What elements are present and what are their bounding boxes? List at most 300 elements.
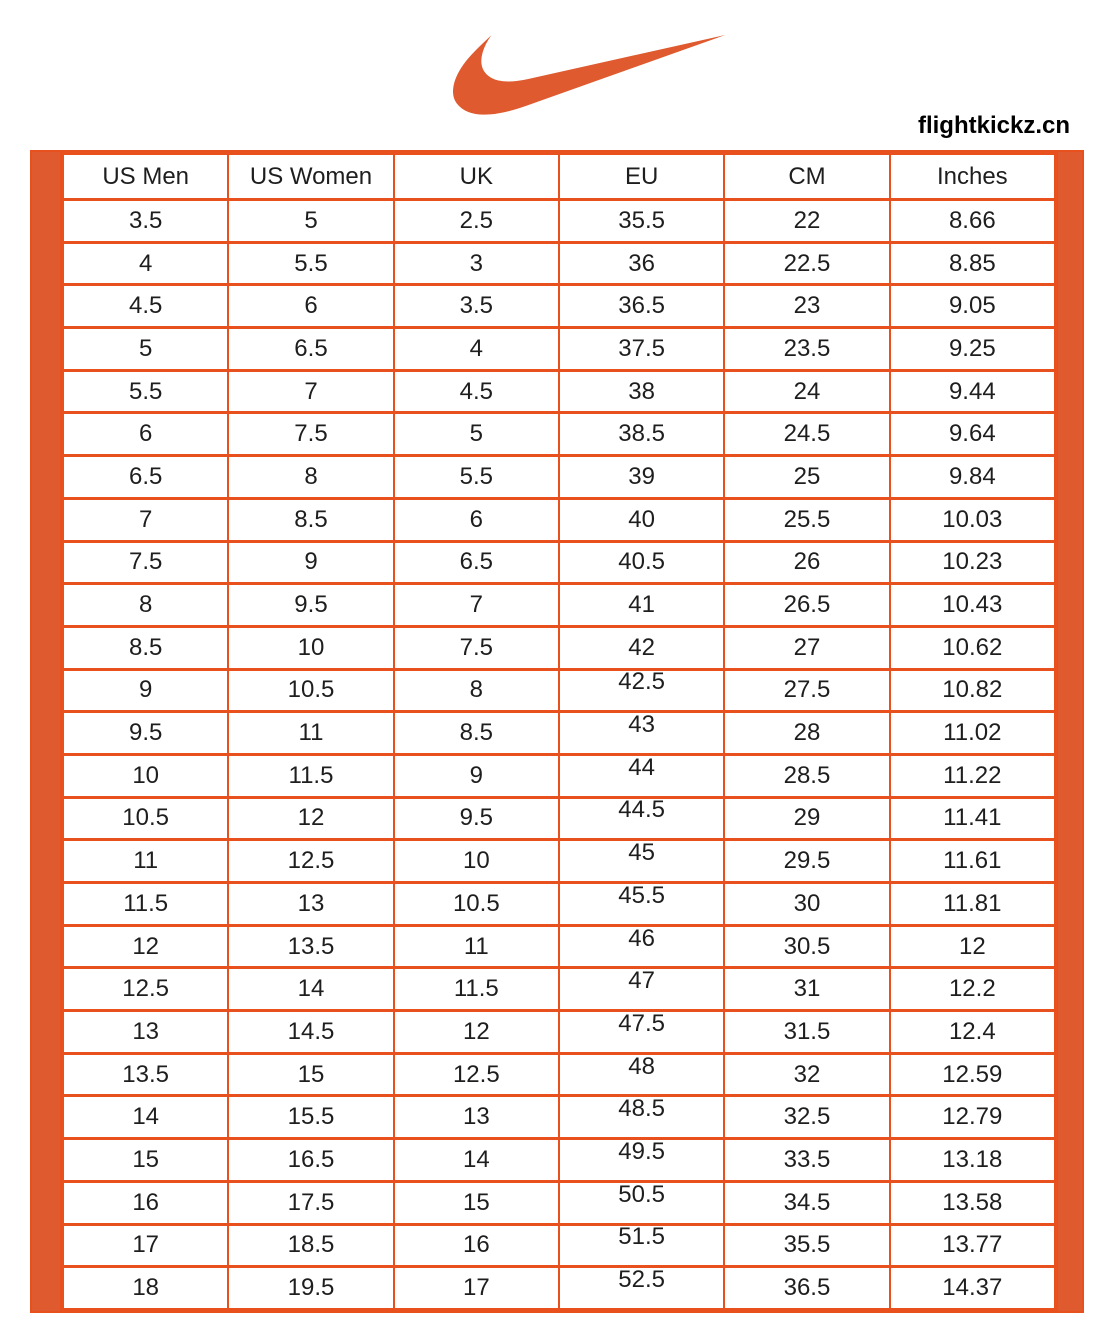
table-row <box>63 754 1055 797</box>
table-cell <box>724 1053 889 1096</box>
header-row <box>63 154 1055 200</box>
table-cell <box>63 669 228 712</box>
cell-value: 6 <box>138 420 153 448</box>
table-cell <box>63 1181 228 1224</box>
cell-value: 7.5 <box>459 633 493 661</box>
table-cell <box>724 1181 889 1224</box>
cell-value: 8.5 <box>294 505 328 533</box>
cell-value: 12.79 <box>942 1103 1003 1131</box>
table-cell <box>394 456 559 499</box>
cell-value: 15 <box>297 1060 325 1088</box>
cell-value: 29.5 <box>783 847 831 875</box>
cell-value: 18 <box>132 1274 160 1302</box>
table-cell <box>63 968 228 1011</box>
table-cell <box>63 1011 228 1054</box>
right-accent-bar <box>1056 152 1082 1311</box>
table-cell <box>724 797 889 840</box>
cell-value: 32.5 <box>783 1103 831 1131</box>
cell-value: 30 <box>793 889 821 917</box>
cell-value: 11 <box>298 719 324 747</box>
table-cell <box>890 925 1055 968</box>
column-header-us-men: US Men <box>63 154 228 200</box>
table-cell <box>63 840 228 883</box>
table-row <box>63 626 1055 669</box>
cell-value: 36.5 <box>783 1274 831 1302</box>
cell-value: 8.5 <box>128 633 163 661</box>
table-cell <box>63 626 228 669</box>
cell-value: 4.5 <box>459 377 493 405</box>
cell-value: 13.5 <box>287 932 335 960</box>
cell-value: 10.5 <box>452 889 500 917</box>
table-row <box>63 200 1055 243</box>
table-row <box>63 968 1055 1011</box>
cell-value: 4.5 <box>128 292 163 320</box>
cell-value: 7.5 <box>294 420 328 448</box>
table-cell <box>63 584 228 627</box>
cell-value: 36.5 <box>618 292 665 320</box>
table-cell <box>394 541 559 584</box>
table-cell <box>394 200 559 243</box>
table-cell <box>63 1139 228 1182</box>
table-cell <box>228 456 393 499</box>
table-cell <box>890 541 1055 584</box>
cell-value: 9.5 <box>459 804 493 832</box>
table-cell <box>559 925 724 968</box>
table-cell <box>228 413 393 456</box>
table-row <box>63 1267 1055 1310</box>
table-cell <box>559 1139 724 1182</box>
cell-value: 19.5 <box>287 1274 335 1302</box>
cell-value: 14.5 <box>287 1017 335 1045</box>
table-cell <box>724 285 889 328</box>
table-cell <box>63 712 228 755</box>
cell-value: 26 <box>793 548 821 576</box>
table-row <box>63 1096 1055 1139</box>
table-cell <box>63 200 228 243</box>
table-cell <box>724 712 889 755</box>
table-cell <box>228 626 393 669</box>
table-cell <box>228 285 393 328</box>
table-row <box>63 328 1055 371</box>
cell-value: 14.37 <box>942 1274 1003 1302</box>
table-cell <box>394 1267 559 1310</box>
cell-value: 5.5 <box>128 377 163 405</box>
cell-value: 4 <box>138 249 153 277</box>
table-cell <box>228 328 393 371</box>
table-cell <box>394 968 559 1011</box>
cell-value: 47.5 <box>618 1009 665 1037</box>
cell-value: 52.5 <box>618 1266 665 1294</box>
table-cell <box>559 669 724 712</box>
cell-value: 24.5 <box>783 420 831 448</box>
cell-value: 38.5 <box>618 420 665 448</box>
cell-value: 7 <box>138 505 153 533</box>
table-cell <box>890 370 1055 413</box>
table-cell <box>724 840 889 883</box>
table-cell <box>559 840 724 883</box>
table-cell <box>559 328 724 371</box>
cell-value: 3.5 <box>459 292 493 320</box>
cell-value: 5 <box>138 334 153 362</box>
table-cell <box>228 1096 393 1139</box>
cell-value: 15.5 <box>287 1103 335 1131</box>
table-cell <box>890 712 1055 755</box>
table-cell <box>394 370 559 413</box>
size-chart-frame <box>30 150 1084 1313</box>
cell-value: 8.85 <box>948 249 996 277</box>
cell-value: 7.5 <box>128 548 163 576</box>
table-cell <box>394 413 559 456</box>
table-cell <box>63 285 228 328</box>
cell-value: 23 <box>793 292 821 320</box>
table-cell <box>559 626 724 669</box>
cell-value: 25 <box>793 462 821 490</box>
table-row <box>63 1011 1055 1054</box>
table-cell <box>228 1139 393 1182</box>
size-table-header <box>63 154 1055 200</box>
table-cell <box>724 1224 889 1267</box>
cell-value: 11.61 <box>943 847 1002 875</box>
table-cell <box>724 1267 889 1310</box>
cell-value: 12.59 <box>942 1060 1003 1088</box>
cell-value: 49.5 <box>618 1137 665 1165</box>
table-cell <box>724 1011 889 1054</box>
table-row <box>63 1139 1055 1182</box>
cell-value: 9.25 <box>948 334 996 362</box>
table-cell <box>63 754 228 797</box>
cell-value: 16 <box>462 1231 490 1259</box>
cell-value: 12.4 <box>948 1017 996 1045</box>
table-cell <box>890 754 1055 797</box>
table-cell <box>228 1224 393 1267</box>
cell-value: 11.5 <box>453 975 499 1003</box>
cell-value: 9.5 <box>128 719 163 747</box>
table-cell <box>724 1139 889 1182</box>
cell-value: 41 <box>628 591 655 619</box>
cell-value: 9.05 <box>948 292 996 320</box>
cell-value: 35.5 <box>618 206 665 234</box>
cell-value: 27.5 <box>783 676 831 704</box>
cell-value: 15 <box>462 1188 490 1216</box>
column-header-cm: CM <box>724 154 889 200</box>
table-cell <box>63 1053 228 1096</box>
table-cell <box>63 797 228 840</box>
table-cell <box>559 1011 724 1054</box>
table-cell <box>63 498 228 541</box>
cell-value: 17 <box>132 1231 160 1259</box>
table-cell <box>228 669 393 712</box>
table-cell <box>559 883 724 926</box>
cell-value: 42 <box>628 633 655 661</box>
cell-value: 13 <box>462 1103 490 1131</box>
cell-value: 11.41 <box>943 804 1002 832</box>
table-cell <box>394 840 559 883</box>
table-cell <box>890 1267 1055 1310</box>
cell-value: 31 <box>793 975 821 1003</box>
cell-value: 40.5 <box>618 548 665 576</box>
table-cell <box>394 1139 559 1182</box>
table-row <box>63 712 1055 755</box>
table-cell <box>890 1053 1055 1096</box>
cell-value: 10.43 <box>942 591 1003 619</box>
cell-value: 8.5 <box>459 719 493 747</box>
table-cell <box>63 370 228 413</box>
cell-value: 25.5 <box>783 505 831 533</box>
nike-swoosh-logo <box>453 30 727 118</box>
table-row <box>63 1053 1055 1096</box>
cell-value: 30.5 <box>783 932 831 960</box>
table-cell <box>228 541 393 584</box>
cell-value: 35.5 <box>783 1231 831 1259</box>
table-cell <box>890 669 1055 712</box>
table-cell <box>63 1224 228 1267</box>
table-cell <box>890 242 1055 285</box>
table-cell <box>228 1011 393 1054</box>
cell-value: 12.5 <box>122 975 170 1003</box>
cell-value: 34.5 <box>783 1188 831 1216</box>
table-cell <box>394 754 559 797</box>
cell-value: 6.5 <box>459 548 493 576</box>
table-cell <box>63 328 228 371</box>
cell-value: 46 <box>628 924 655 952</box>
cell-value: 8 <box>138 591 153 619</box>
table-cell <box>228 754 393 797</box>
table-row <box>63 456 1055 499</box>
table-cell <box>394 1096 559 1139</box>
table-cell <box>394 285 559 328</box>
table-row <box>63 925 1055 968</box>
table-cell <box>724 200 889 243</box>
table-cell <box>890 584 1055 627</box>
table-cell <box>559 584 724 627</box>
cell-value: 6 <box>469 505 483 533</box>
cell-value: 42.5 <box>618 668 665 696</box>
cell-value: 13.58 <box>942 1188 1003 1216</box>
table-cell <box>228 498 393 541</box>
cell-value: 11.22 <box>943 761 1002 789</box>
cell-value: 11.02 <box>943 719 1002 747</box>
table-cell <box>890 797 1055 840</box>
cell-value: 11.5 <box>123 889 169 917</box>
cell-value: 38 <box>628 377 655 405</box>
table-cell <box>394 242 559 285</box>
cell-value: 8 <box>469 676 483 704</box>
size-table-body <box>63 200 1055 1310</box>
table-cell <box>63 1267 228 1310</box>
table-cell <box>228 925 393 968</box>
table-cell <box>724 584 889 627</box>
cell-value: 9.84 <box>948 462 996 490</box>
cell-value: 12 <box>297 804 325 832</box>
table-cell <box>559 456 724 499</box>
table-cell <box>63 883 228 926</box>
table-cell <box>724 242 889 285</box>
cell-value: 40 <box>628 505 655 533</box>
cell-value: 22 <box>793 206 821 234</box>
table-cell <box>228 584 393 627</box>
cell-value: 6.5 <box>128 462 163 490</box>
table-cell <box>63 1096 228 1139</box>
cell-value: 9.5 <box>294 591 328 619</box>
table-cell <box>724 328 889 371</box>
table-cell <box>228 712 393 755</box>
column-header-eu: EU <box>559 154 724 200</box>
table-cell <box>63 413 228 456</box>
cell-value: 39 <box>628 462 655 490</box>
cell-value: 26.5 <box>783 591 831 619</box>
table-cell <box>394 1181 559 1224</box>
cell-value: 14 <box>297 975 325 1003</box>
table-row <box>63 840 1055 883</box>
cell-value: 3.5 <box>128 206 163 234</box>
cell-value: 29 <box>793 804 821 832</box>
cell-value: 28 <box>793 719 821 747</box>
cell-value: 6 <box>304 292 318 320</box>
cell-value: 9 <box>304 548 318 576</box>
cell-value: 22.5 <box>783 249 831 277</box>
cell-value: 8.66 <box>948 206 996 234</box>
cell-value: 10 <box>462 847 490 875</box>
cell-value: 3 <box>469 249 483 277</box>
left-accent-bar <box>32 152 62 1311</box>
table-cell <box>394 712 559 755</box>
table-cell <box>394 584 559 627</box>
table-row <box>63 1181 1055 1224</box>
table-cell <box>394 1011 559 1054</box>
column-header-uk: UK <box>394 154 559 200</box>
cell-value: 43 <box>628 711 655 739</box>
table-cell <box>890 498 1055 541</box>
table-cell <box>228 200 393 243</box>
table-cell <box>724 754 889 797</box>
size-conversion-table <box>62 152 1056 1311</box>
cell-value: 10.03 <box>942 505 1003 533</box>
cell-value: 15 <box>132 1145 160 1173</box>
table-cell <box>890 1224 1055 1267</box>
cell-value: 31.5 <box>783 1017 831 1045</box>
table-row <box>63 883 1055 926</box>
table-cell <box>890 1011 1055 1054</box>
table-cell <box>559 968 724 1011</box>
cell-value: 51.5 <box>618 1223 665 1251</box>
table-cell <box>724 541 889 584</box>
cell-value: 5 <box>469 420 483 448</box>
table-row <box>63 1224 1055 1267</box>
cell-value: 11 <box>133 847 159 875</box>
table-cell <box>724 1096 889 1139</box>
cell-value: 48.5 <box>618 1095 665 1123</box>
table-cell <box>890 840 1055 883</box>
cell-value: 45.5 <box>618 881 665 909</box>
table-cell <box>890 413 1055 456</box>
table-cell <box>724 968 889 1011</box>
cell-value: 4 <box>469 334 483 362</box>
table-cell <box>559 242 724 285</box>
table-cell <box>394 1053 559 1096</box>
cell-value: 23.5 <box>783 334 831 362</box>
cell-value: 44 <box>628 753 655 781</box>
table-cell <box>559 413 724 456</box>
table-cell <box>559 498 724 541</box>
cell-value: 2.5 <box>459 206 493 234</box>
cell-value: 10 <box>132 761 160 789</box>
cell-value: 17 <box>462 1274 490 1302</box>
table-row <box>63 541 1055 584</box>
cell-value: 50.5 <box>618 1180 665 1208</box>
table-cell <box>228 370 393 413</box>
table-cell <box>559 1096 724 1139</box>
cell-value: 8 <box>304 462 318 490</box>
cell-value: 13.5 <box>122 1060 170 1088</box>
cell-value: 11.81 <box>943 889 1002 917</box>
cell-value: 10.62 <box>942 633 1003 661</box>
table-cell <box>890 968 1055 1011</box>
table-cell <box>890 883 1055 926</box>
cell-value: 13 <box>132 1017 160 1045</box>
cell-value: 32 <box>793 1060 821 1088</box>
cell-value: 13 <box>297 889 325 917</box>
table-cell <box>559 285 724 328</box>
cell-value: 9.44 <box>948 377 996 405</box>
cell-value: 48 <box>628 1052 655 1080</box>
cell-value: 44.5 <box>618 796 665 824</box>
table-cell <box>559 541 724 584</box>
cell-value: 47 <box>628 967 655 995</box>
cell-value: 12 <box>958 932 986 960</box>
table-cell <box>394 498 559 541</box>
table-row <box>63 669 1055 712</box>
table-row <box>63 413 1055 456</box>
table-cell <box>394 669 559 712</box>
cell-value: 14 <box>132 1103 160 1131</box>
table-cell <box>228 840 393 883</box>
table-cell <box>559 754 724 797</box>
cell-value: 45 <box>628 839 655 867</box>
table-cell <box>890 328 1055 371</box>
cell-value: 27 <box>793 633 821 661</box>
cell-value: 12.5 <box>287 847 335 875</box>
table-cell <box>394 925 559 968</box>
table-cell <box>559 797 724 840</box>
cell-value: 5 <box>304 206 318 234</box>
cell-value: 16 <box>132 1188 160 1216</box>
table-row <box>63 242 1055 285</box>
cell-value: 12 <box>462 1017 490 1045</box>
table-cell <box>228 1181 393 1224</box>
cell-value: 17.5 <box>287 1188 335 1216</box>
table-row <box>63 584 1055 627</box>
cell-value: 33.5 <box>783 1145 831 1173</box>
table-cell <box>63 925 228 968</box>
table-cell <box>724 669 889 712</box>
cell-value: 16.5 <box>287 1145 335 1173</box>
table-cell <box>394 883 559 926</box>
column-header-us-women: US Women <box>228 154 393 200</box>
cell-value: 14 <box>462 1145 490 1173</box>
table-row <box>63 370 1055 413</box>
table-cell <box>559 1053 724 1096</box>
cell-value: 12.2 <box>948 975 996 1003</box>
cell-value: 6.5 <box>294 334 328 362</box>
table-cell <box>559 1181 724 1224</box>
table-cell <box>228 968 393 1011</box>
table-row <box>63 797 1055 840</box>
table-cell <box>394 1224 559 1267</box>
table-cell <box>890 626 1055 669</box>
table-cell <box>724 925 889 968</box>
table-cell <box>228 1267 393 1310</box>
table-cell <box>559 1267 724 1310</box>
